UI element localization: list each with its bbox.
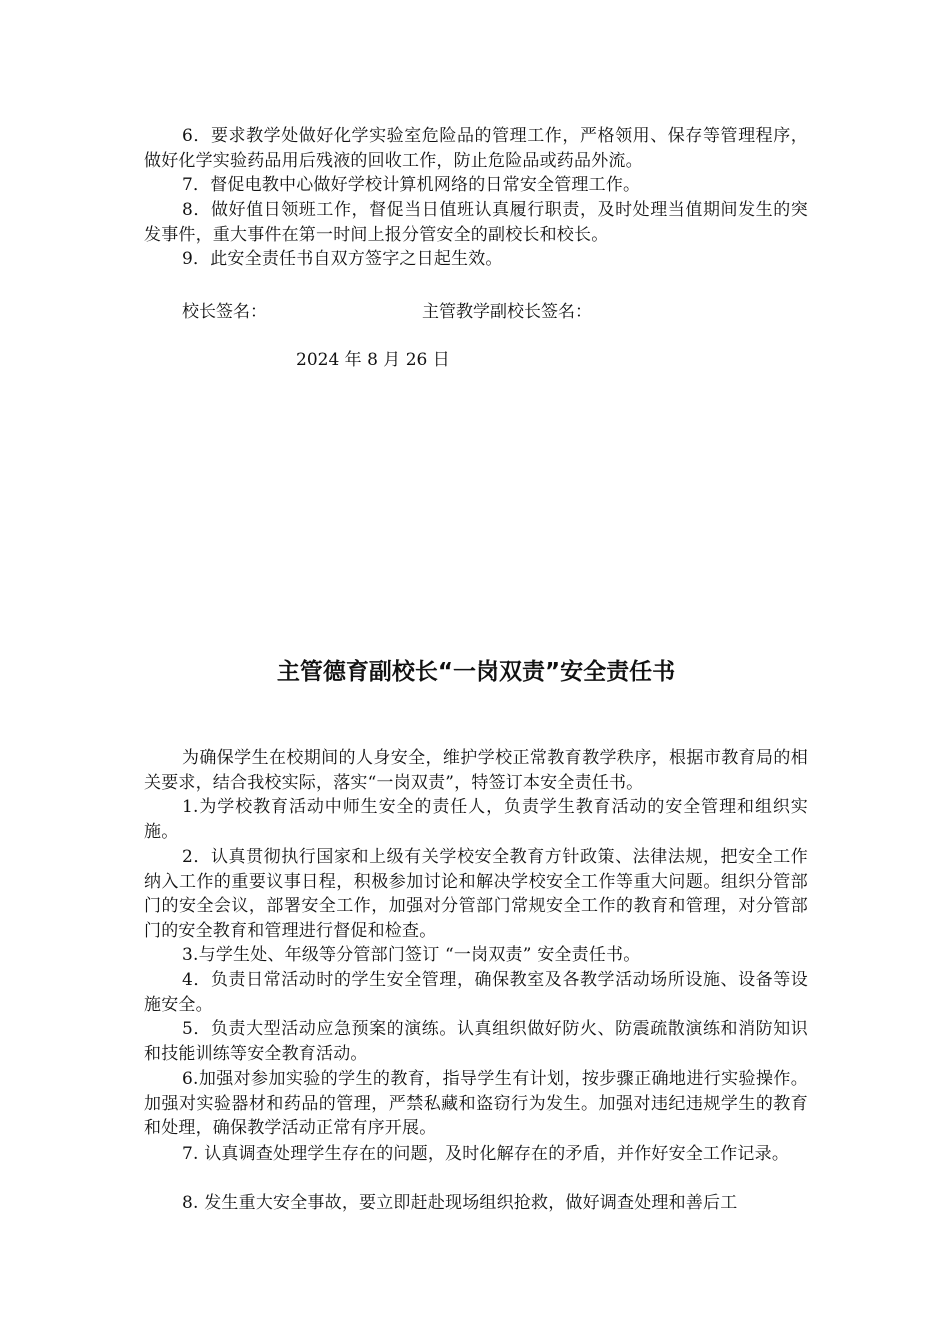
document-title: 主管德育副校长“一岗双责”安全责任书 (276, 659, 676, 685)
principal-signature-label: 校长签名： (182, 302, 267, 322)
item-4-daily-safety: 4．负责日常活动时的学生安全管理，确保教室及各教学活动场所设施、设备等设施安全。 (144, 970, 808, 1015)
item-9-effective-date: 9．此安全责任书自双方签字之日起生效。 (182, 249, 503, 269)
vice-principal-signature-label: 主管教学副校长签名： (422, 302, 592, 322)
item-7-investigation: 7. 认真调查处理学生存在的问题，及时化解存在的矛盾，并作好安全工作记录。 (182, 1144, 790, 1164)
item-2-policy: 2．认真贯彻执行国家和上级有关学校安全教育方针政策、法律法规，把安全工作纳入工作的重要议事日程，积极参加讨论和解决学校安全工作等重大问题。组织分管部门的安全会议，部署安全工作，加强对分管部门常规安全工作的教育和管理，对分管部门的安全教育和管理进行督促和检查。 (144, 847, 808, 941)
item-1-responsibility: 1.为学校教育活动中师生安全的责任人，负责学生教育活动的安全管理和组织实施。 (144, 797, 808, 842)
item-6-lab-chemicals: 6．要求教学处做好化学实验室危险品的管理工作，严格领用、保存等管理程序，做好化学实验药品用后残液的回收工作，防止危险品或药品外流。 (144, 126, 808, 171)
signing-date: 2024 年 8 月 26 日 (296, 350, 450, 370)
item-5-drills: 5．负责大型活动应急预案的演练。认真组织做好防火、防震疏散演练和消防知识和技能训练等安全教育活动。 (144, 1019, 808, 1064)
intro-paragraph: 为确保学生在校期间的人身安全，维护学校正常教育教学秩序，根据市教育局的相关要求，结合我校实际，落实“一岗双责”，特签订本安全责任书。 (144, 748, 808, 793)
item-8-duty-shift: 8．做好值日领班工作，督促当日值班认真履行职责，及时处理当值期间发生的突发事件，重大事件在第一时间上报分管安全的副校长和校长。 (144, 200, 808, 245)
item-7-network-safety: 7．督促电教中心做好学校计算机网络的日常安全管理工作。 (182, 175, 641, 195)
item-6-experiments: 6.加强对参加实验的学生的教育，指导学生有计划，按步骤正确地进行实验操作。加强对实验器材和药品的管理，严禁私藏和盗窃行为发生。加强对违纪违规学生的教育和处理，确保教学活动正常有序开展。 (144, 1069, 808, 1138)
item-3-agreements: 3.与学生处、年级等分管部门签订 “一岗双责” 安全责任书。 (182, 945, 641, 965)
item-8-emergency: 8. 发生重大安全事故，要立即赶赴现场组织抢救，做好调查处理和善后工 (182, 1193, 738, 1213)
